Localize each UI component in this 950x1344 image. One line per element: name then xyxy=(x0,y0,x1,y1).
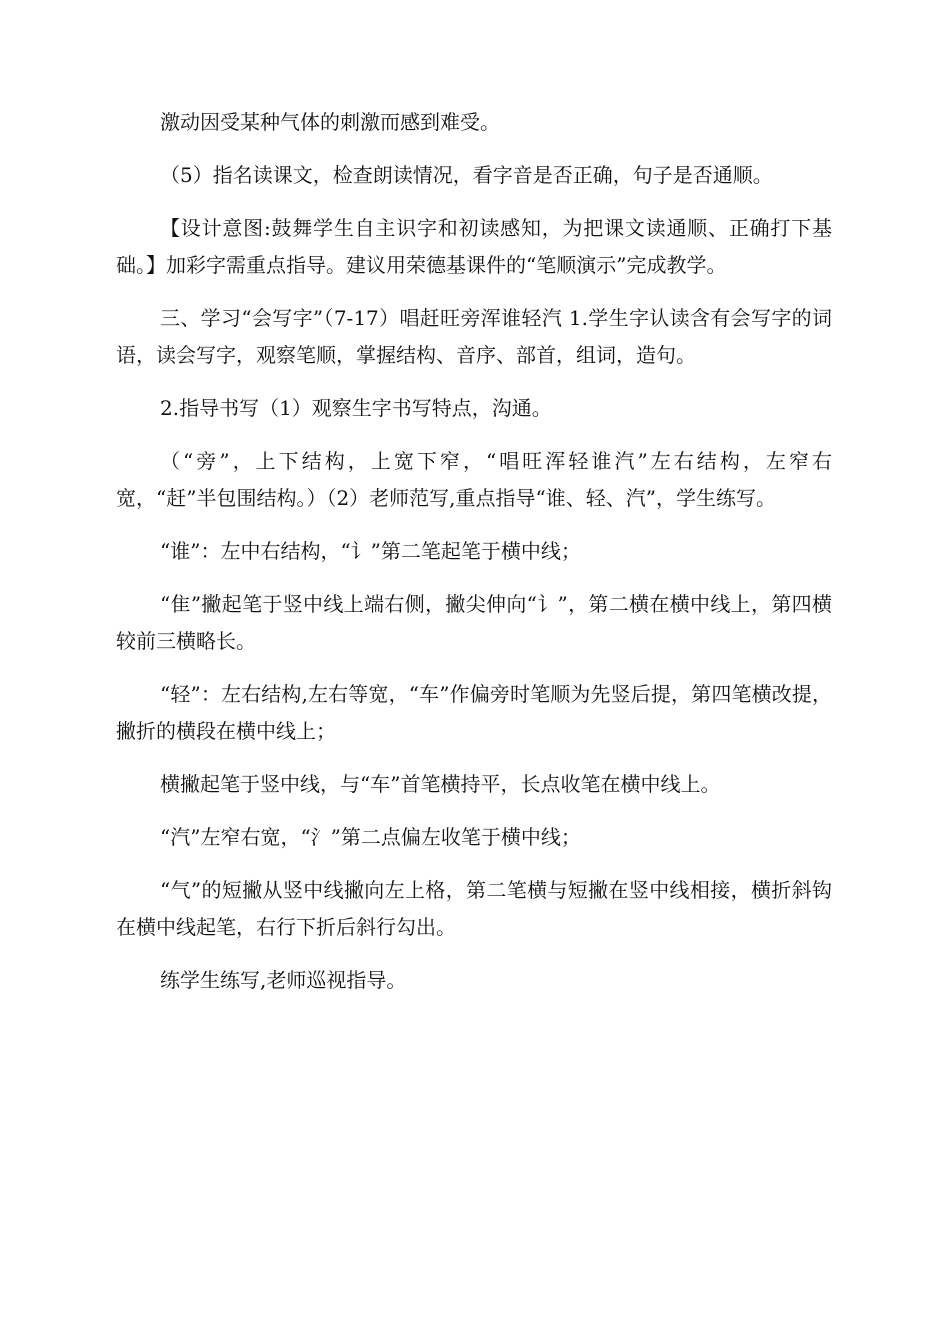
paragraph-3: 【设计意图:鼓舞学生自主识字和初读感知，为把课文读通顺、正确打下基础。】加彩字需重点指导。建议用荣德基课件的“笔顺演示”完成教学。 xyxy=(116,216,832,277)
paragraph-4: 三、学习“会写字”（7-17）唱赶旺旁浑谁轻汽 1.学生字认读含有会写字的词语，读会写字，观察笔顺，掌握结构、音序、部首，组词，造句。 xyxy=(116,306,832,367)
paragraph-9: “轻”：左右结构,左右等宽，“车”作偏旁时笔顺为先竖后提，第四笔横改提，撇折的横段在横中线上； xyxy=(116,682,832,743)
paragraph-6: （“旁”，上下结构，上宽下窄，“唱旺浑轻谁汽”左右结构，左窄右宽，“赶”半包围结构。）（2）老师范写,重点指导“谁、轻、汽”，学生练写。 xyxy=(116,449,832,510)
document-body xyxy=(116,104,832,1015)
paragraph-5: 2.指导书写（1）观察生字书写特点，沟通。 xyxy=(160,396,552,420)
paragraph-1: 激动因受某种气体的刺激而感到难受。 xyxy=(160,110,500,134)
paragraph-12: “气”的短撇从竖中线撇向左上格，第二笔横与短撇在竖中线相接，横折斜钩在横中线起笔，右行下折后斜行勾出。 xyxy=(116,878,832,939)
paragraph-8: “隹”撇起笔于竖中线上端右侧，撇尖伸向“讠”，第二横在横中线上，第四横较前三横略长。 xyxy=(116,592,832,653)
paragraph-13: 练学生练写,老师巡视指导。 xyxy=(160,968,407,992)
paragraph-11: “汽”左窄右宽，“氵”第二点偏左收笔于横中线； xyxy=(160,825,581,849)
paragraph-7: “谁”：左中右结构，“讠”第二笔起笔于横中线； xyxy=(160,539,581,563)
paragraph-2: （5）指名读课文，检查朗读情况，看字音是否正确，句子是否通顺。 xyxy=(160,163,773,187)
paragraph-10: 横撇起笔于竖中线，与“车”首笔横持平，长点收笔在横中线上。 xyxy=(160,772,721,796)
